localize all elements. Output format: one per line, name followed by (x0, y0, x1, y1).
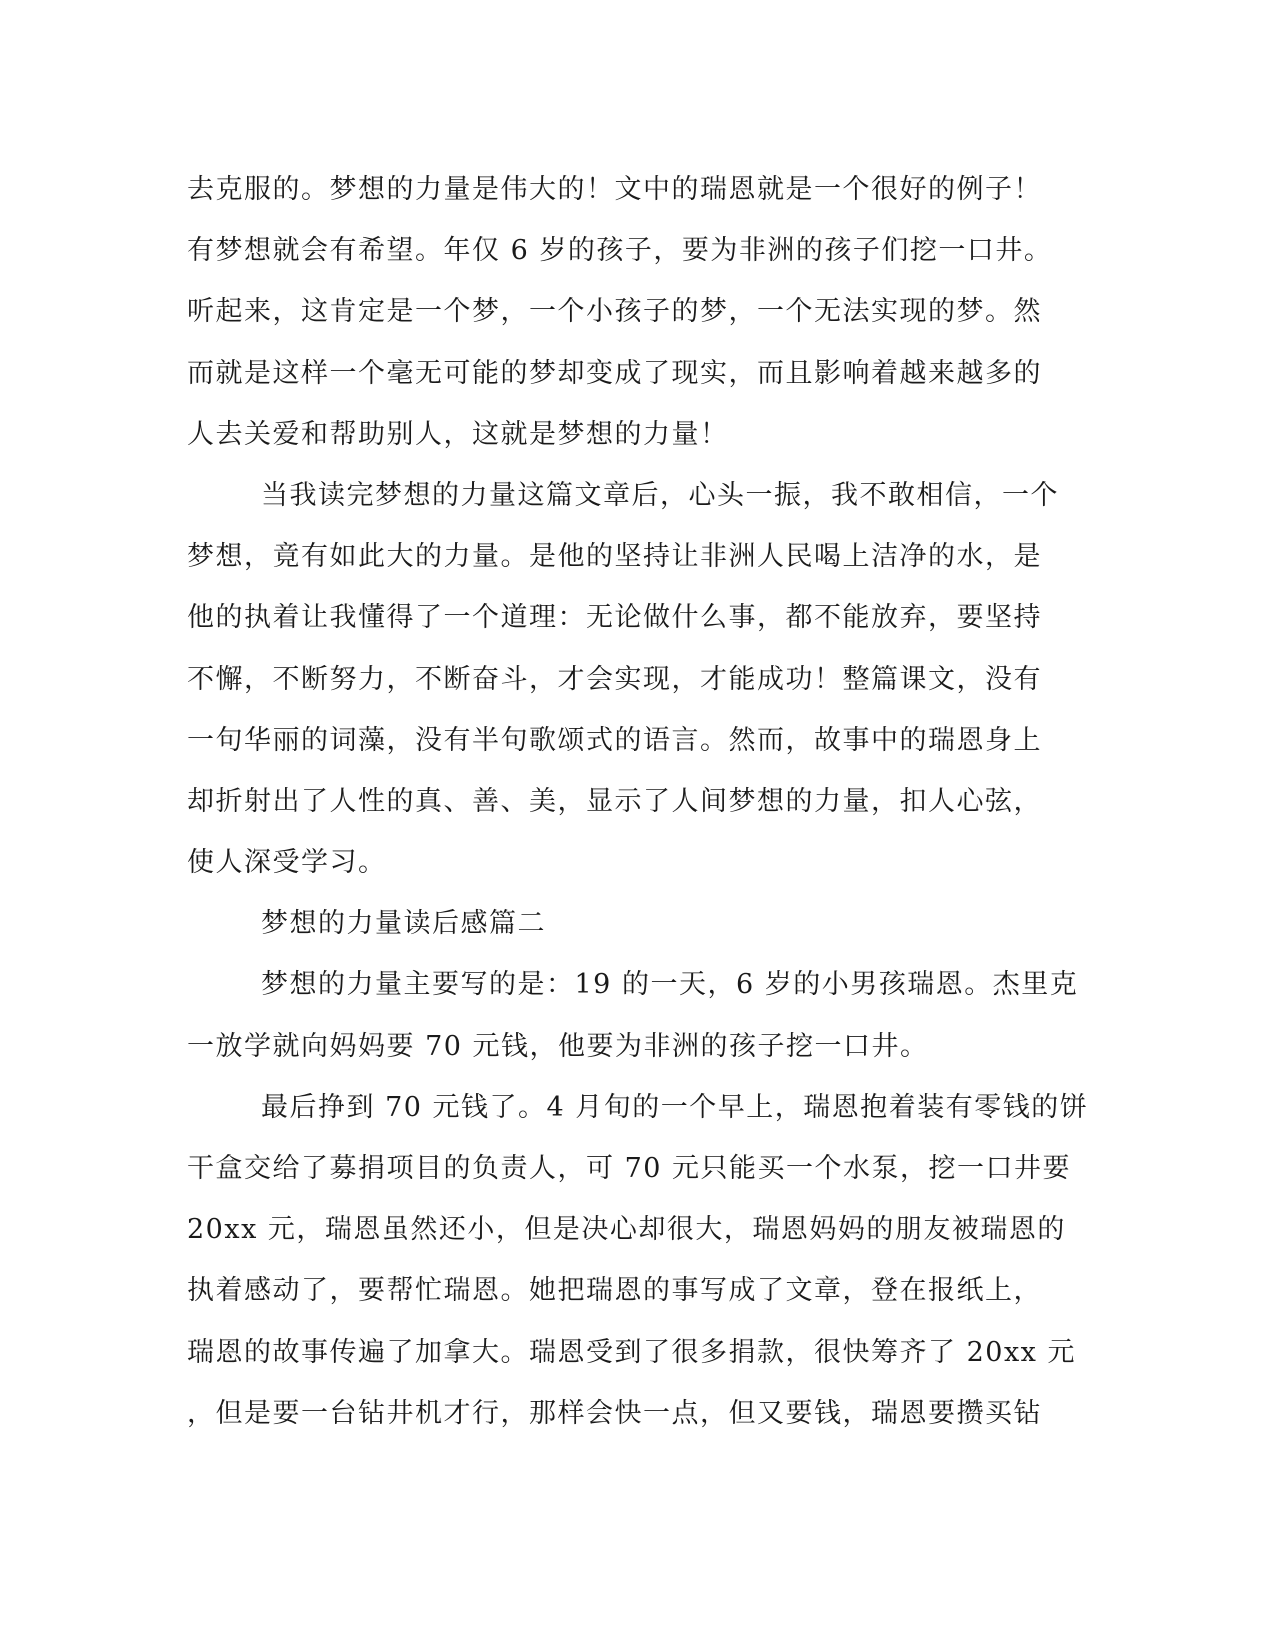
text-line-7: 梦想，竟有如此大的力量。是他的坚持让非洲人民喝上洁净的水，是 (187, 541, 1042, 573)
text-line-2: 有梦想就会有希望。年仅 6 岁的孩子，要为非洲的孩子们挖一口井。 (187, 235, 1053, 267)
text-line-9: 不懈，不断努力，不断奋斗，才会实现，才能成功！整篇课文，没有 (187, 663, 1042, 695)
text-line-4: 而就是这样一个毫无可能的梦却变成了现实，而且影响着越来越多的 (187, 357, 1042, 389)
body-text (187, 159, 1087, 1444)
text-line-11: 却折射出了人性的真、善、美，显示了人间梦想的力量，扣人心弦， (187, 785, 1042, 817)
text-line-10: 一句华丽的词藻，没有半句歌颂式的语言。然而，故事中的瑞恩身上 (187, 724, 1042, 756)
text-line-16: 最后挣到 70 元钱了。4 月旬的一个早上，瑞恩抱着装有零钱的饼 (261, 1091, 1089, 1123)
text-line-1: 去克服的。梦想的力量是伟大的！文中的瑞恩就是一个很好的例子！ (187, 174, 1042, 205)
text-line-3: 听起来，这肯定是一个梦，一个小孩子的梦，一个无法实现的梦。然 (187, 296, 1042, 328)
text-line-8: 他的执着让我懂得了一个道理：无论做什么事，都不能放弃，要坚持 (187, 602, 1042, 634)
text-line-21: ，但是要一台钻井机才行，那样会快一点，但又要钱，瑞恩要攒买钻 (187, 1397, 1042, 1429)
text-line-20: 瑞恩的故事传遍了加拿大。瑞恩受到了很多捐款，很快筹齐了 20xx 元 (187, 1336, 1076, 1368)
text-line-12: 使人深受学习。 (187, 847, 387, 879)
text-line-6: 当我读完梦想的力量这篇文章后，心头一振，我不敢相信，一个 (261, 479, 1059, 511)
text-line-14: 梦想的力量主要写的是：19 的一天，6 岁的小男孩瑞恩。杰里克 (261, 969, 1079, 1001)
text-line-5: 人去关爱和帮助别人，这就是梦想的力量！ (187, 418, 729, 450)
text-line-15: 一放学就向妈妈要 70 元钱，他要为非洲的孩子挖一口井。 (187, 1030, 929, 1062)
section-heading: 梦想的力量读后感篇二 (261, 908, 546, 940)
text-line-17: 干盒交给了募捐项目的负责人，可 70 元只能买一个水泵，挖一口井要 (187, 1153, 1072, 1184)
text-line-18: 20xx 元，瑞恩虽然还小，但是决心却很大，瑞恩妈妈的朋友被瑞恩的 (187, 1214, 1066, 1246)
text-line-19: 执着感动了，要帮忙瑞恩。她把瑞恩的事写成了文章，登在报纸上， (187, 1275, 1042, 1307)
